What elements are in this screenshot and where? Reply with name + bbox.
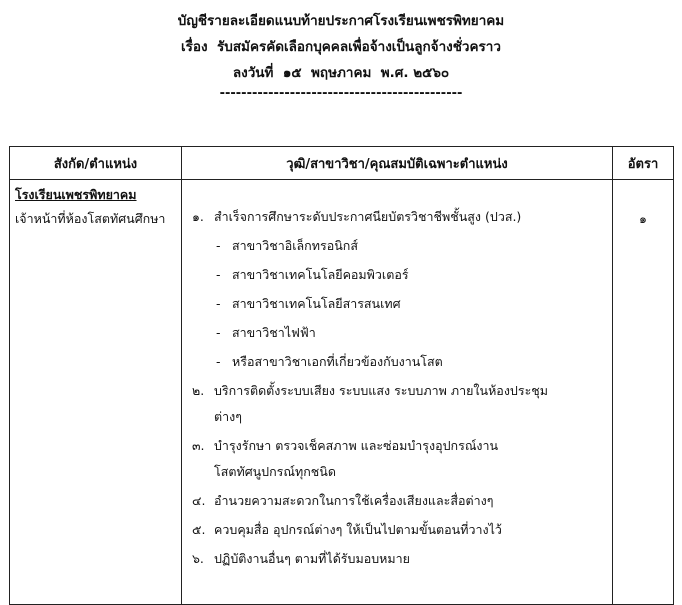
- item-text: บริการติดตั้งระบบเสียง ระบบแสง ระบบภาพ ภายในห้องประชุม: [214, 383, 549, 398]
- qualification-item-5: [192, 515, 608, 544]
- table-row: [10, 180, 674, 605]
- item-text: ปฏิบัติงานอื่นๆ ตามที่ได้รับมอบหมาย: [214, 551, 410, 566]
- bullet: -: [216, 296, 221, 311]
- item-continuation: ต่างๆ: [214, 409, 242, 424]
- subitem-text: สาขาวิชาไฟฟ้า: [232, 325, 316, 340]
- school-name: โรงเรียนเพชรพิทยาคม: [15, 187, 137, 202]
- qualification-cell: [182, 180, 613, 605]
- subitem-1: [192, 231, 608, 260]
- header-qualification: วุฒิ/สาขาวิชา/คุณสมบัติเฉพาะตำแหน่ง: [182, 147, 613, 180]
- item-text: บำรุงรักษา ตรวจเช็คสภาพ และซ่อมบำรุงอุปกรณ์งาน: [214, 438, 499, 453]
- bullet: -: [216, 238, 221, 253]
- header-unit: สังกัด/ตำแหน่ง: [10, 147, 182, 180]
- item-number: ๔.: [192, 493, 206, 508]
- item-text: สำเร็จการศึกษาระดับประกาศนียบัตรวิชาชีพชั้นสูง (ปวส.): [214, 209, 522, 224]
- position-title: เจ้าหน้าที่ห้องโสตทัศนศึกษา: [15, 211, 166, 226]
- qualification-item-6: [192, 544, 608, 573]
- subitem-text: สาขาวิชาเทคโนโลยีคอมพิวเตอร์: [232, 267, 409, 282]
- header-date: ลงวันที่ ๑๕ พฤษภาคม พ.ศ. ๒๕๖๐: [232, 65, 450, 81]
- qualification-list: [182, 180, 612, 573]
- subitem-5: [192, 347, 608, 376]
- table-header-row: [10, 147, 674, 180]
- item-number: ๖.: [192, 551, 204, 566]
- rate-value: ๑: [639, 211, 647, 226]
- item-number: ๑.: [192, 209, 204, 224]
- unit-cell: [10, 180, 182, 605]
- header-title: บัญชีรายละเอียดแนบท้ายประกาศโรงเรียนเพชรพิทยาคม: [177, 13, 505, 29]
- details-table: [9, 146, 674, 605]
- qualification-item-2: [192, 376, 608, 405]
- item-text: ควบคุมสื่อ อุปกรณ์ต่างๆ ให้เป็นไปตามขั้นตอนที่วางไว้: [214, 522, 502, 537]
- qualification-item-4: [192, 486, 608, 515]
- item-continuation: โสตทัศนูปกรณ์ทุกชนิด: [214, 464, 336, 479]
- item-text: อำนวยความสะดวกในการใช้เครื่องเสียงและสื่อต่างๆ: [214, 493, 494, 508]
- subitem-4: [192, 318, 608, 347]
- document-header: [0, 8, 682, 102]
- qualification-item-1: [192, 202, 608, 231]
- header-rate: อัตรา: [613, 147, 674, 180]
- item-number: ๓.: [192, 438, 205, 453]
- subitem-text: สาขาวิชาอิเล็กทรอนิกส์: [232, 238, 358, 253]
- item-number: ๒.: [192, 383, 205, 398]
- subitem-3: [192, 289, 608, 318]
- rate-cell: [613, 180, 674, 605]
- subitem-text: หรือสาขาวิชาเอกที่เกี่ยวข้องกับงานโสต: [232, 354, 443, 369]
- header-separator: ---------------------------------------------: [219, 86, 463, 101]
- qualification-item-3: [192, 431, 608, 460]
- header-subject: เรื่อง รับสมัครคัดเลือกบุคคลเพื่อจ้างเป็นลูกจ้างชั่วคราว: [181, 39, 501, 55]
- bullet: -: [216, 267, 221, 282]
- item-number: ๕.: [192, 522, 206, 537]
- bullet: -: [216, 354, 221, 369]
- subitem-text: สาขาวิชาเทคโนโลยีสารสนเทศ: [232, 296, 401, 311]
- subitem-2: [192, 260, 608, 289]
- bullet: -: [216, 325, 221, 340]
